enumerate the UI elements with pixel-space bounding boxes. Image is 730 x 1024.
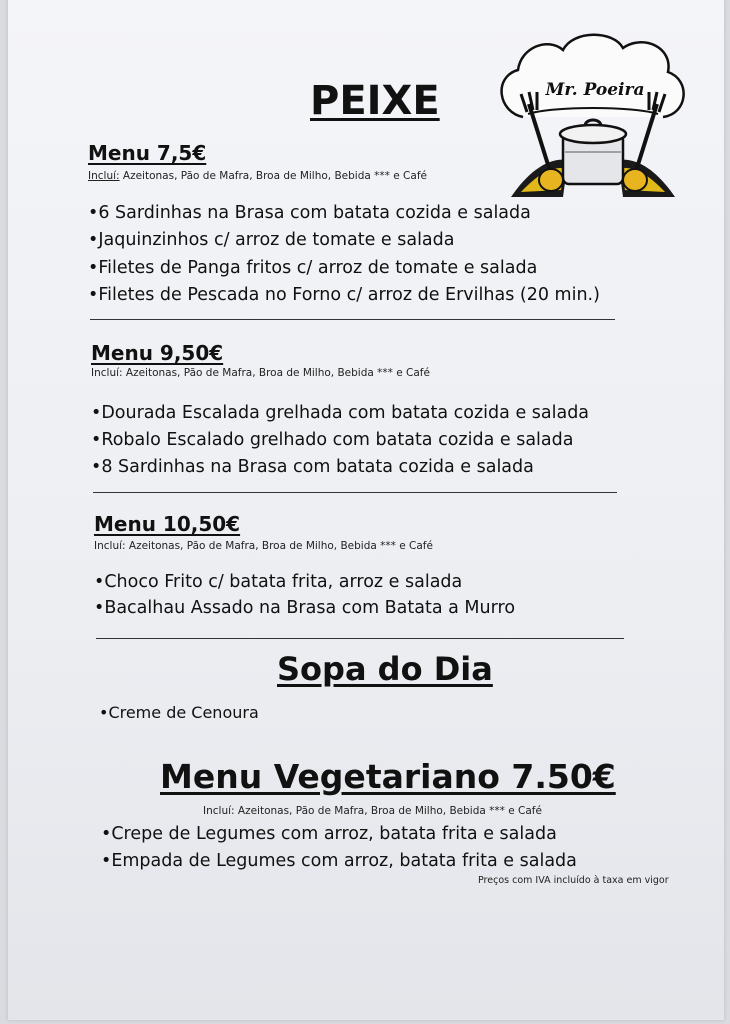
restaurant-logo [493, 22, 693, 212]
divider [96, 638, 624, 639]
menu-includes-2: Incluí: Azeitonas, Pão de Mafra, Broa de Milho, Bebida *** e Café [91, 367, 430, 379]
divider [93, 492, 617, 493]
menu-item: •Filetes de Panga fritos c/ arroz de tomate e salada [88, 258, 538, 278]
menu-item: •Jaquinzinhos c/ arroz de tomate e salada [88, 230, 455, 250]
menu-item: •6 Sardinhas na Brasa com batata cozida e salada [88, 203, 531, 223]
menu-includes-3: Incluí: Azeitonas, Pão de Mafra, Broa de Milho, Bebida *** e Café [94, 540, 433, 552]
menu-heading-1: Menu 7,5€ [88, 141, 207, 165]
menu-includes-1: Incluí: Azeitonas, Pão de Mafra, Broa de Milho, Bebida *** e Café [88, 170, 427, 182]
menu-heading-3: Menu 10,50€ [94, 512, 241, 536]
vegetariano-heading: Menu Vegetariano 7.50€ [160, 757, 616, 796]
menu-item: •Filetes de Pescada no Forno c/ arroz de Ervilhas (20 min.) [88, 285, 600, 305]
menu-item: •Dourada Escalada grelhada com batata cozida e salada [91, 403, 590, 423]
menu-item: •Choco Frito c/ batata frita, arroz e salada [94, 572, 463, 592]
menu-heading-2: Menu 9,50€ [91, 341, 224, 365]
menu-item: •Bacalhau Assado na Brasa com Batata a Murro [94, 598, 516, 618]
sopa-heading: Sopa do Dia [277, 650, 493, 688]
menu-item: •8 Sardinhas na Brasa com batata cozida e salada [91, 457, 534, 477]
menu-item: •Empada de Legumes com arroz, batata frita e salada [101, 851, 577, 871]
divider [90, 319, 615, 320]
menu-item: •Robalo Escalado grelhado com batata cozida e salada [91, 430, 574, 450]
vegetariano-includes: Incluí: Azeitonas, Pão de Mafra, Broa de Milho, Bebida *** e Café [203, 805, 542, 817]
menu-item: •Crepe de Legumes com arroz, batata frita e salada [101, 824, 557, 844]
page-title: PEIXE [310, 78, 440, 124]
logo-text: Mr. Poeira [545, 80, 645, 100]
sopa-item: •Creme de Cenoura [99, 703, 259, 722]
footer-note: Preços com IVA incluído à taxa em vigor [478, 875, 669, 886]
